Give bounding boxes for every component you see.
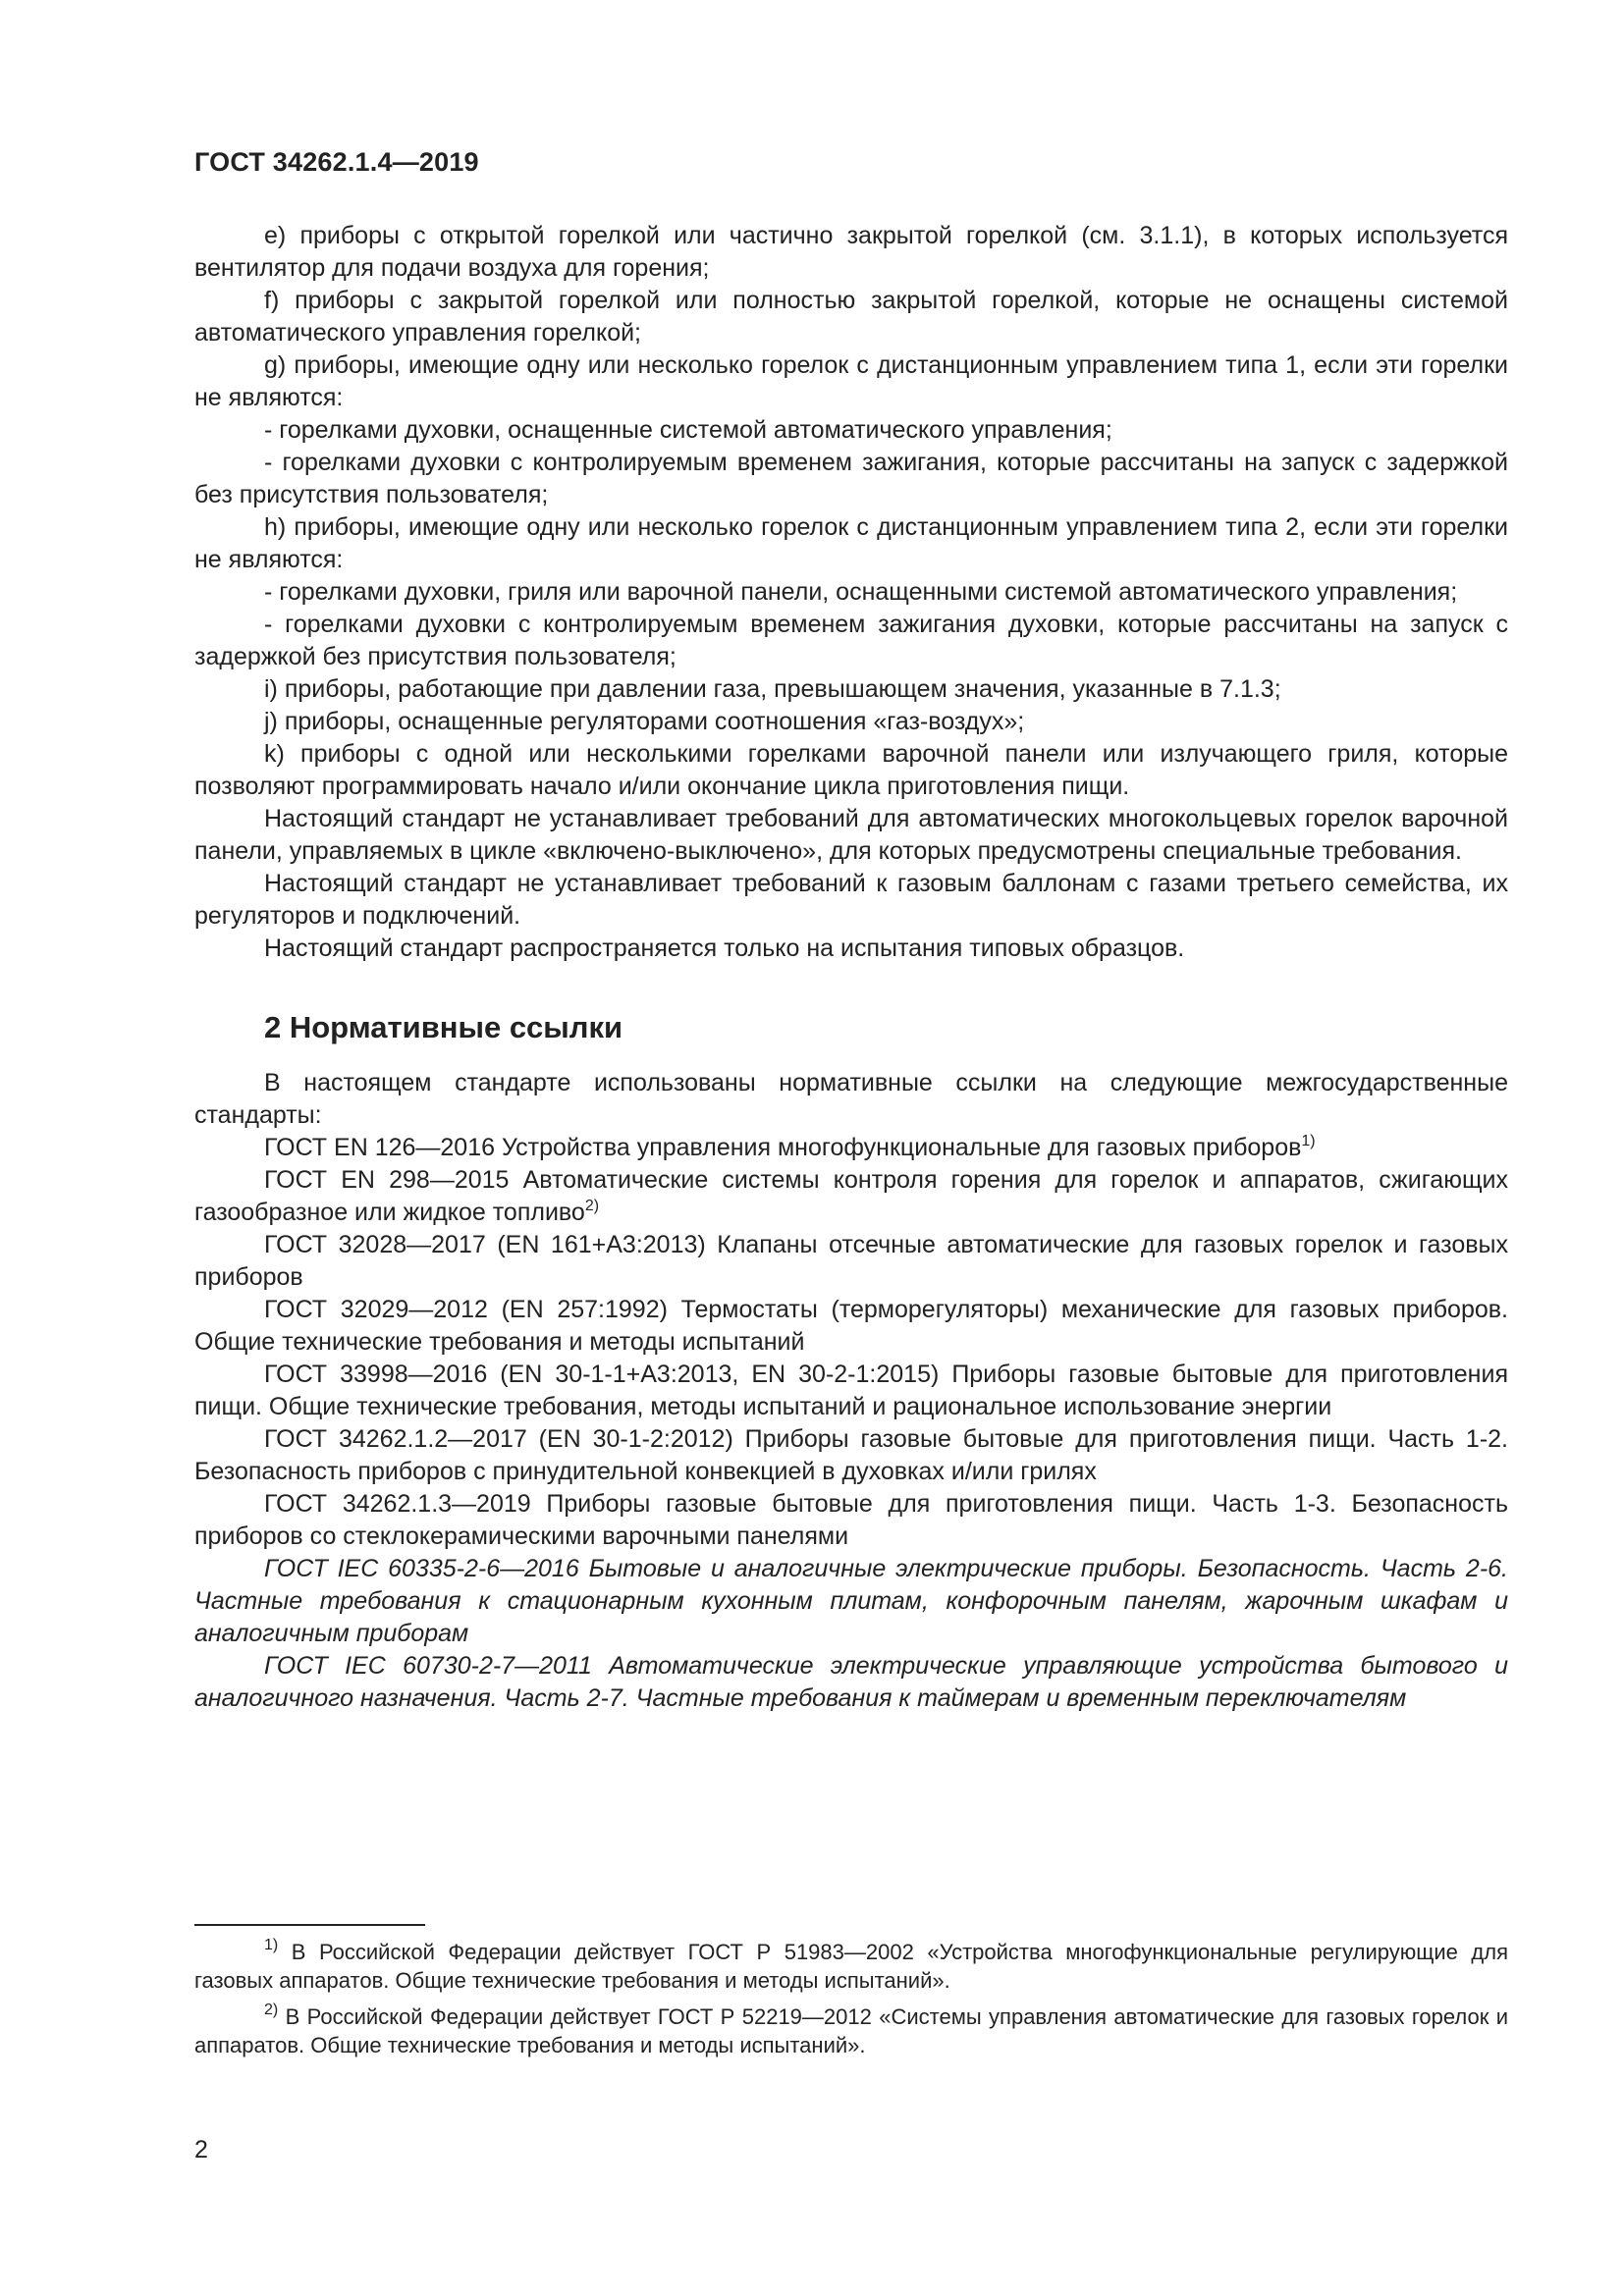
reference-item: ГОСТ IEC 60335-2-6—2016 Бытовые и аналогичные электрические приборы. Безопасность. Часть 2-6. Частные требования к стационарным кухонным плитам, конфорочным панелям, жарочным шкафам и аналогичным приборам [194, 1555, 1508, 1647]
list-item-f: f) приборы с закрытой горелкой или полностью закрытой горелкой, которые не оснащены системой автоматического управления горелкой; [194, 287, 1508, 347]
reference-item: ГОСТ 33998—2016 (EN 30-1-1+A3:2013, EN 30-2-1:2015) Приборы газовые бытовые для приготовления пищи. Общие технические требования, методы испытаний и рациональное использование энергии [194, 1361, 1508, 1420]
main-content [194, 220, 1508, 1715]
page-number: 2 [194, 2136, 208, 2163]
reference-text: ГОСТ EN 298—2015 Автоматические системы контроля горения для горелок и аппаратов, сжигающих газообразное или жидкое топливо [194, 1166, 1508, 1226]
footnote-mark: 2) [584, 1198, 600, 1214]
footnote-divider [194, 1924, 425, 1926]
reference-item: ГОСТ IEC 60730-2-7—2011 Автоматические электрические управляющие устройства бытового и аналогичного назначения. Часть 2-7. Частные требования к таймерам и временным переключателям [194, 1652, 1508, 1712]
reference-text: ГОСТ EN 126—2016 Устройства управления многофункциональные для газовых приборов [264, 1134, 1302, 1161]
reference-item: ГОСТ 34262.1.3—2019 Приборы газовые бытовые для приготовления пищи. Часть 1-3. Безопасность приборов со стеклокерамическими варочными панелями [194, 1490, 1508, 1550]
scope-paragraph: Настоящий стандарт распространяется только на испытания типовых образцов. [264, 934, 1185, 962]
list-item-g: g) приборы, имеющие одну или несколько горелок с дистанционным управлением типа 1, если эти горелки не являются: [194, 351, 1508, 411]
list-subitem-g2: - горелками духовки с контролируемым временем зажигания, которые рассчитаны на запуск с задержкой без присутствия пользователя; [194, 449, 1508, 508]
list-subitem-g1: - горелками духовки, оснащенные системой автоматического управления; [264, 416, 1112, 444]
scope-paragraph: Настоящий стандарт не устанавливает требований к газовым баллонам с газами третьего семейства, их регуляторов и подключений. [194, 870, 1508, 930]
footnote-mark: 2) [264, 2002, 279, 2018]
list-item-i: i) приборы, работающие при давлении газа, превышающем значения, указанные в 7.1.3; [264, 675, 1281, 703]
footnote-text: В Российской Федерации действует ГОСТ Р 52219—2012 «Системы управления автоматические для газовых горелок и аппаратов. Общие технические требования и методы испытаний». [194, 2004, 1508, 2057]
reference-item: ГОСТ 32029—2012 (EN 257:1992) Термостаты (терморегуляторы) механические для газовых приборов. Общие технические требования и методы испытаний [194, 1296, 1508, 1356]
reference-item: ГОСТ 34262.1.2—2017 (EN 30-1-2:2012) Приборы газовые бытовые для приготовления пищи. Часть 1-2. Безопасность приборов с принудительной конвекцией в духовках и/или грилях [194, 1425, 1508, 1485]
list-item-h: h) приборы, имеющие одну или несколько горелок с дистанционным управлением типа 2, если эти горелки не являются: [194, 513, 1508, 573]
scope-paragraph: Настоящий стандарт не устанавливает требований для автоматических многокольцевых горелок варочной панели, управляемых в цикле «включено-выключено», для которых предусмотрены специальные требования. [194, 805, 1508, 865]
reference-item [194, 1164, 1508, 1229]
reference-item [194, 1132, 1508, 1164]
footnote [194, 1938, 1508, 1995]
list-subitem-h2: - горелками духовки с контролируемым временем зажигания духовки, которые рассчитаны на запуск с задержкой без присутствия пользователя; [194, 611, 1508, 670]
section-intro: В настоящем стандарте использованы нормативные ссылки на следующие межгосударственные стандарты: [194, 1069, 1508, 1129]
footnotes [194, 1924, 1508, 2067]
page-header-doc-code: ГОСТ 34262.1.4—2019 [194, 147, 479, 177]
footnote-text: В Российской Федерации действует ГОСТ Р 51983—2002 «Устройства многофункциональные регулирующие для газовых аппаратов. Общие технические требования и методы испытаний». [194, 1940, 1508, 1993]
footnote-mark: 1) [264, 1937, 279, 1953]
footnote-mark: 1) [1301, 1133, 1316, 1149]
list-item-k: k) приборы с одной или несколькими горелками варочной панели или излучающего гриля, которые позволяют программировать начало и/или окончание цикла приготовления пищи. [194, 740, 1508, 800]
reference-item: ГОСТ 32028—2017 (EN 161+A3:2013) Клапаны отсечные автоматические для газовых горелок и газовых приборов [194, 1231, 1508, 1291]
section-title: 2 Нормативные ссылки [264, 1010, 623, 1044]
footnote [194, 2002, 1508, 2059]
list-item-e: e) приборы с открытой горелкой или частично закрытой горелкой (см. 3.1.1), в которых используется вентилятор для подачи воздуха для горения; [194, 222, 1508, 282]
list-subitem-h1: - горелками духовки, гриля или варочной панели, оснащенными системой автоматического управления; [264, 578, 1458, 606]
list-item-j: j) приборы, оснащенные регуляторами соотношения «газ-воздух»; [264, 708, 1025, 735]
